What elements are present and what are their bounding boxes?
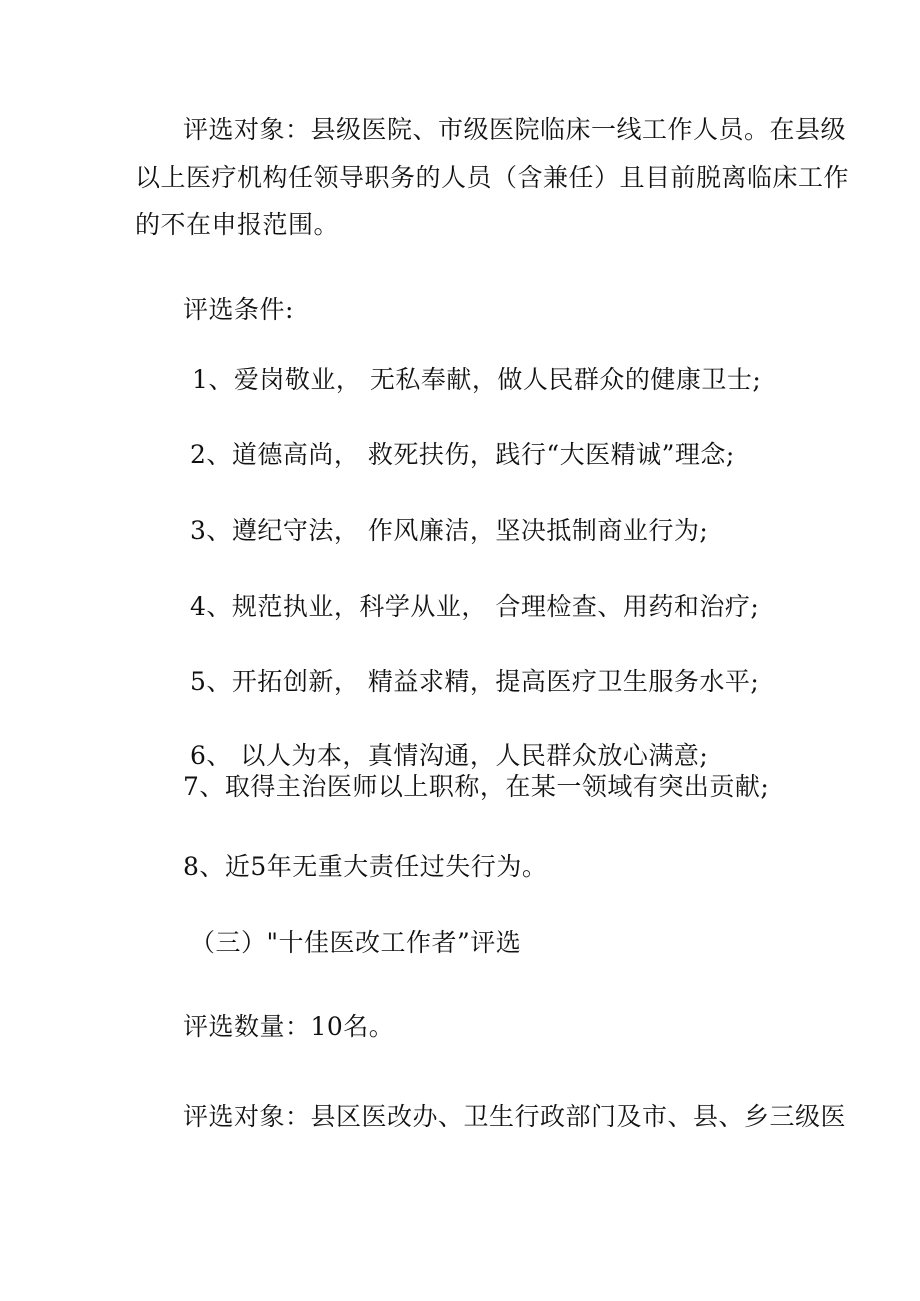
selection-target: 评选对象：县区医改办、卫生行政部门及市、县、乡三级医: [183, 1102, 847, 1131]
paragraph-line-1: 评选对象：县级医院、市级医院临床一线工作人员。在县级: [183, 115, 847, 144]
condition-item-7: 7、取得主治医师以上职称，在某一领域有突出贡献;: [183, 772, 770, 801]
condition-item-6: 6、 以人为本，真情沟通，人民群众放心满意;: [190, 741, 709, 770]
condition-item-8: 8、近5年无重大责任过失行为。: [183, 852, 548, 881]
paragraph-line-2: 以上医疗机构任领导职务的人员（含兼任）且目前脱离临床工作: [135, 163, 850, 192]
condition-item-5: 5、开拓创新， 精益求精，提高医疗卫生服务水平;: [190, 667, 760, 696]
condition-item-3: 3、遵纪守法， 作风廉洁，坚决抵制商业行为;: [190, 516, 709, 545]
conditions-heading: 评选条件:: [183, 295, 294, 324]
selection-count: 评选数量：10名。: [183, 1012, 395, 1041]
condition-item-1: 1、爱岗敬业， 无私奉献，做人民群众的健康卫士;: [192, 365, 762, 394]
paragraph-line-3: 的不在申报范围。: [135, 210, 340, 239]
condition-item-2: 2、道德高尚， 救死扶伤，践行“大医精诚”理念;: [190, 440, 735, 469]
condition-item-4: 4、规范执业，科学从业， 合理检查、用药和治疗;: [190, 592, 760, 621]
section-3-heading: （三）"十佳医改工作者”评选: [190, 928, 522, 957]
